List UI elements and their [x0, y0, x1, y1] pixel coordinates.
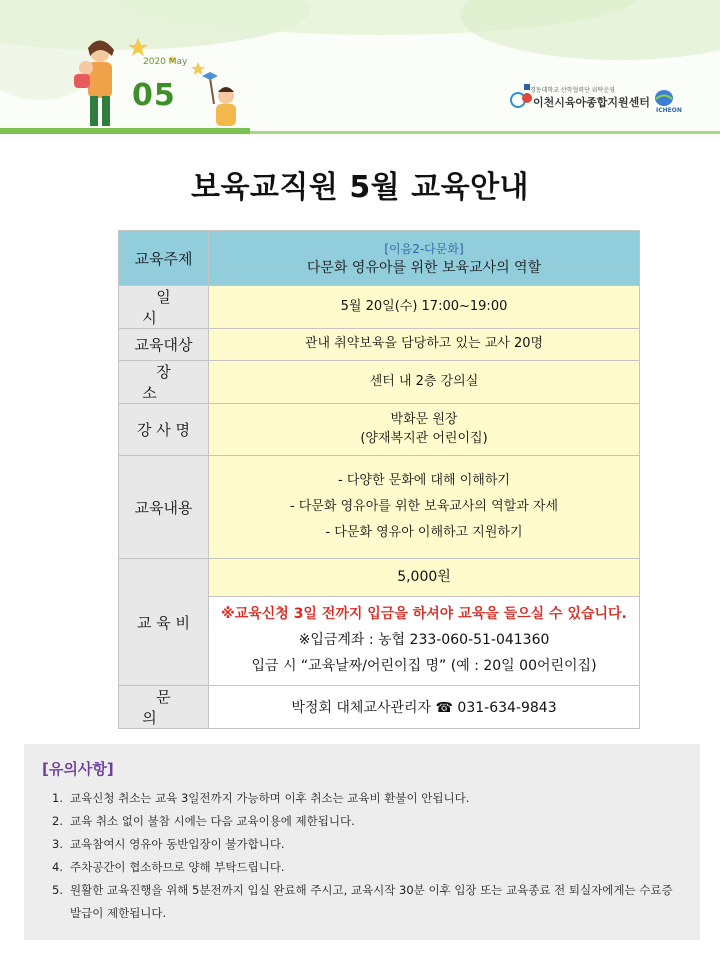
list-item-text: 원활한 교육진행을 위해 5분전까지 입실 완료해 주시고, 교육시작 30분 이후 입장 또는 교육종료 전 퇴실자에게는 수료증 발급이 제한됩니다. — [70, 883, 673, 920]
table-row-topic — [119, 231, 640, 286]
fee-account: ※입금계좌 : 농협 233-060-51-041360 — [298, 632, 550, 649]
topic-value — [209, 231, 640, 286]
icheon-logo-mark — [655, 90, 673, 106]
list-item-number: 1. — [52, 791, 63, 805]
list-item — [42, 856, 682, 879]
lecturer-value — [209, 404, 640, 456]
notes-list — [42, 787, 682, 925]
list-item — [42, 879, 682, 925]
table-row-fee-amount — [119, 559, 640, 597]
fee-amount: 5,000원 — [209, 559, 640, 597]
list-item — [42, 787, 682, 810]
lecturer-affiliation: (양재복지관 어린이집) — [360, 430, 488, 446]
child-illustration — [202, 72, 236, 126]
list-item-number: 4. — [52, 860, 63, 874]
date-label-text: 일 시 — [142, 288, 199, 327]
contact-value: 박정회 대체교사관리자 ☎ 031-634-9843 — [209, 686, 640, 729]
table-row-place — [119, 361, 640, 404]
list-item — [42, 810, 682, 833]
notes-title: [유의사항] — [42, 760, 114, 778]
notes-box — [24, 744, 700, 940]
list-item-text: 교육참여시 영유아 동반입장이 불가합니다. — [70, 837, 285, 851]
fee-label: 교 육 비 — [119, 559, 209, 686]
content-label: 교육내용 — [119, 456, 209, 559]
table-row-date — [119, 286, 640, 329]
list-item-number: 5. — [52, 883, 63, 897]
center-logo-mark — [511, 84, 532, 107]
place-label-text: 장 소 — [142, 363, 199, 402]
lecturer-label: 강 사 명 — [119, 404, 209, 456]
banner-illustration — [0, 0, 720, 138]
banner-month: 05 — [132, 78, 176, 113]
date-value: 5월 20일(수) 17:00~19:00 — [209, 286, 640, 329]
fee-deposit-instruction: 입금 시 “교육날짜/어린이집 명” (예 : 20일 00어린이집) — [251, 657, 597, 674]
list-item-text: 주차공간이 협소하므로 양해 부탁드립니다. — [70, 860, 285, 874]
contact-label-text: 문 의 — [142, 688, 199, 727]
fee-details — [209, 597, 640, 686]
org-city-logo-text: ICHEON — [656, 107, 682, 114]
content-list — [209, 456, 640, 559]
content-item: - 다양한 문화에 대해 이해하기 — [338, 473, 510, 488]
list-item-number: 2. — [52, 814, 63, 828]
date-label — [119, 286, 209, 329]
target-label: 교육대상 — [119, 329, 209, 361]
topic-label: 교육주제 — [119, 231, 209, 286]
fee-notice: ※교육신청 3일 전까지 입금을 하셔야 교육을 들으실 수 있습니다. — [221, 606, 627, 623]
table-row-target — [119, 329, 640, 361]
topic-title: 다문화 영유아를 위한 보육교사의 역할 — [306, 259, 542, 276]
place-value: 센터 내 2층 강의실 — [209, 361, 640, 404]
content-item: - 다문화 영유아 이해하고 지원하기 — [325, 525, 523, 540]
target-value: 관내 취약보육을 담당하고 있는 교사 20명 — [209, 329, 640, 361]
org-subtitle: 경동대학교 산학협력단 위탁운영 — [530, 87, 615, 94]
org-name: 이천시육아종합지원센터 — [533, 96, 650, 109]
banner-year: 2020 May — [143, 57, 188, 67]
list-item — [42, 833, 682, 856]
place-label — [119, 361, 209, 404]
list-item-text: 교육 취소 없이 불참 시에는 다음 교육이용에 제한됩니다. — [70, 814, 355, 828]
topic-category: [이음2-다문화] — [384, 241, 464, 256]
page-title: 보육교직원 5월 교육안내 — [190, 170, 530, 205]
education-info-table — [118, 230, 640, 729]
lecturer-name: 박화문 원장 — [390, 411, 458, 427]
table-row-lecturer — [119, 404, 640, 456]
list-item-text: 교육신청 취소는 교육 3일전까지 가능하며 이후 취소는 교육비 환불이 안됩니다. — [70, 791, 470, 805]
table-row-contact — [119, 686, 640, 729]
table-row-content — [119, 456, 640, 559]
list-item-number: 3. — [52, 837, 63, 851]
header-banner — [0, 0, 720, 138]
contact-label — [119, 686, 209, 729]
content-item: - 다문화 영유아를 위한 보육교사의 역할과 자세 — [289, 499, 559, 514]
